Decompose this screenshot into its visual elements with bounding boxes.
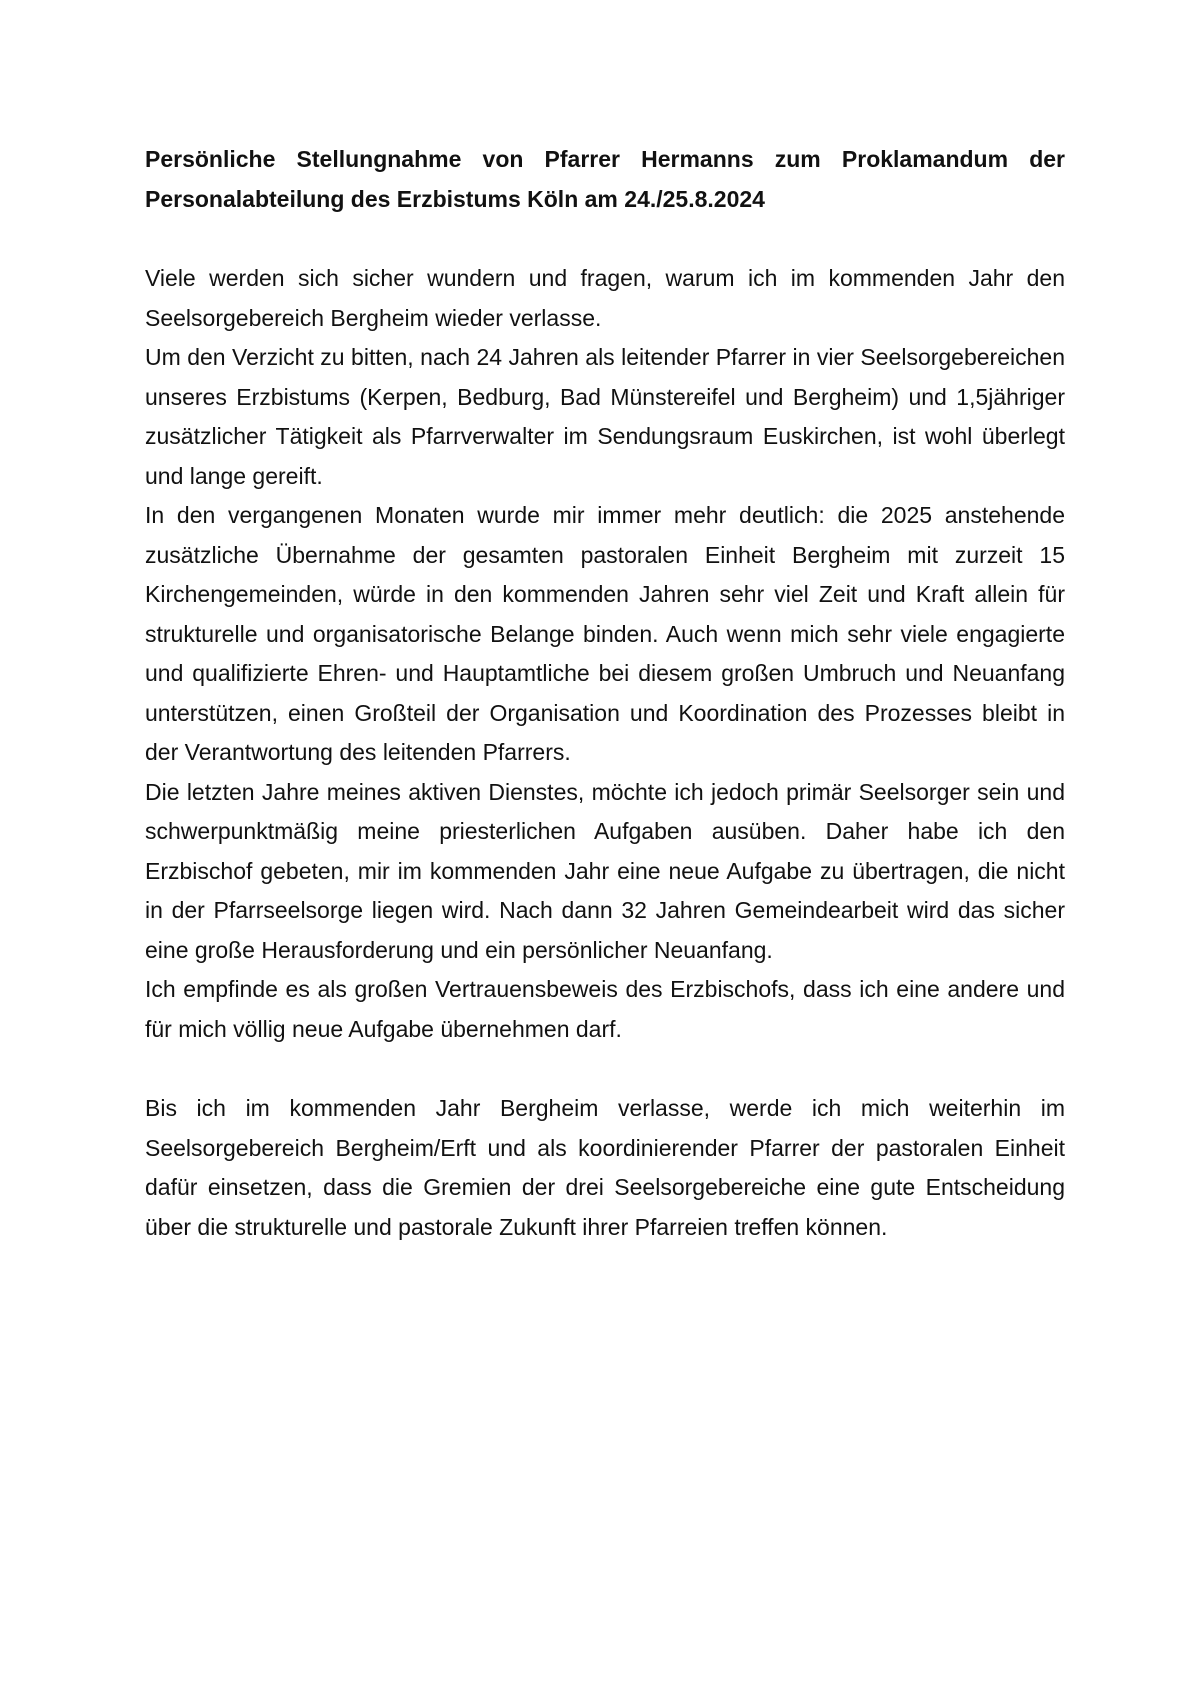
document-page	[145, 140, 1065, 1247]
document-title: Persönliche Stellungnahme von Pfarrer Hermanns zum Proklamandum der Personalabteilung des Erzbistums Köln am 24./25.8.2024	[145, 146, 1065, 212]
paragraph-1: Viele werden sich sicher wundern und fragen, warum ich im kommenden Jahr den Seelsorgebereich Bergheim wieder verlasse.	[145, 265, 1065, 331]
paragraph-5: Ich empfinde es als großen Vertrauensbeweis des Erzbischofs, dass ich eine andere und für mich völlig neue Aufgabe übernehmen darf.	[145, 976, 1065, 1042]
paragraph-4: Die letzten Jahre meines aktiven Dienstes, möchte ich jedoch primär Seelsorger sein und schwerpunktmäßig meine priesterlichen Aufgaben ausüben. Daher habe ich den Erzbischof gebeten, mir im kommenden Jahr eine neue Aufgabe zu übertragen, die nicht in der Pfarrseelsorge liegen wird. Nach dann 32 Jahren Gemeindearbeit wird das sicher eine große Herausforderung und ein persönlicher Neuanfang.	[145, 778, 1065, 963]
paragraph-3: In den vergangenen Monaten wurde mir immer mehr deutlich: die 2025 anstehende zusätzliche Übernahme der gesamten pastoralen Einheit Bergheim mit zurzeit 15 Kirchengemeinden, würde in den kommenden Jahren sehr viel Zeit und Kraft allein für strukturelle und organisatorische Belange binden. Auch wenn mich sehr viele engagierte und qualifizierte Ehren- und Hauptamtliche bei diesem großen Umbruch und Neuanfang unterstützen, einen Großteil der Organisation und Koordination des Prozesses bleibt in der Verantwortung des leitenden Pfarrers.	[145, 502, 1065, 765]
paragraph-2: Um den Verzicht zu bitten, nach 24 Jahren als leitender Pfarrer in vier Seelsorgebereichen unseres Erzbistums (Kerpen, Bedburg, Bad Münstereifel und Bergheim) und 1,5jähriger zusätzlicher Tätigkeit als Pfarrverwalter im Sendungsraum Euskirchen, ist wohl überlegt und lange gereift.	[145, 344, 1065, 489]
paragraph-6: Bis ich im kommenden Jahr Bergheim verlasse, werde ich mich weiterhin im Seelsorgebereich Bergheim/Erft und als koordinierender Pfarrer der pastoralen Einheit dafür einsetzen, dass die Gremien der drei Seelsorgebereiche eine gute Entscheidung über die strukturelle und pastorale Zukunft ihrer Pfarreien treffen können.	[145, 1095, 1065, 1240]
